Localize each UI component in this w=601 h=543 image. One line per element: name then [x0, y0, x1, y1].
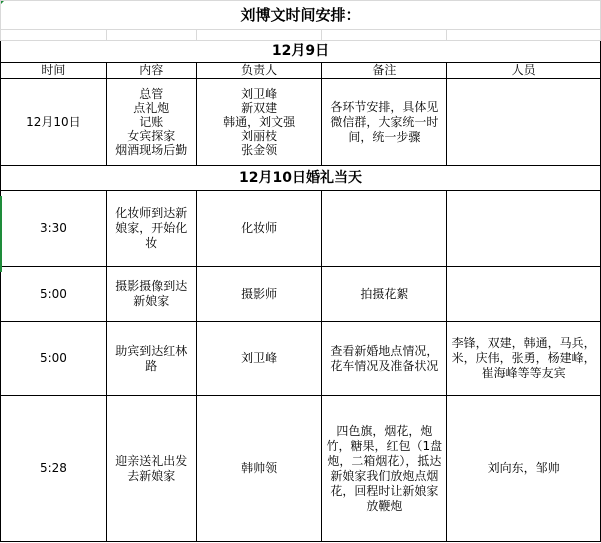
owner-item: 新双建: [241, 101, 278, 115]
row-content[interactable]: 化妆师到达新娘家，开始化妆: [106, 191, 196, 267]
section-heading-dec10: 12月10日婚礼当天: [1, 166, 601, 191]
row-owner[interactable]: 化妆师: [196, 191, 322, 267]
row1-time[interactable]: 12月10日: [1, 79, 107, 166]
row-note[interactable]: 四色旗，烟花，炮竹，糖果，红包（1盘炮，二箱烟花），抵达新娘家我们放炮点烟花，回程时让新娘家放鞭炮: [322, 396, 447, 542]
page-title: 刘博文时间安排：: [1, 1, 601, 30]
owner-item: 刘卫峰: [241, 87, 278, 101]
owner-item: 韩通，刘文强: [223, 115, 296, 129]
empty-cell[interactable]: [196, 30, 322, 41]
content-item: 记账: [139, 115, 164, 129]
row1-people[interactable]: [447, 79, 601, 166]
empty-cell[interactable]: [1, 30, 107, 41]
row1-note[interactable]: 各环节安排，具体见微信群，大家统一时间，统一步骤: [322, 79, 447, 166]
row-people[interactable]: [447, 191, 601, 267]
row-time[interactable]: 5:28: [1, 396, 107, 542]
empty-cell[interactable]: [322, 30, 447, 41]
row-note[interactable]: 拍摄花絮: [322, 267, 447, 322]
row-note[interactable]: [322, 191, 447, 267]
row-owner[interactable]: 韩帅领: [196, 396, 322, 542]
empty-cell[interactable]: [106, 30, 196, 41]
content-item: 点礼炮: [133, 101, 170, 115]
empty-cell[interactable]: [447, 30, 601, 41]
selection-edge: [0, 196, 2, 272]
row-content[interactable]: 助宾到达红林路: [106, 322, 196, 396]
owner-item: 张金领: [241, 143, 278, 157]
header-owner: 负责人: [196, 63, 322, 79]
row-time[interactable]: 3:30: [1, 191, 107, 267]
row-time[interactable]: 5:00: [1, 322, 107, 396]
content-item: 女宾探家: [127, 129, 176, 143]
row-time[interactable]: 5:00: [1, 267, 107, 322]
row-people[interactable]: [447, 267, 601, 322]
owner-item: 刘丽枝: [241, 129, 278, 143]
row-owner[interactable]: 摄影师: [196, 267, 322, 322]
section-heading-dec9: 12月9日: [1, 41, 601, 63]
row-content[interactable]: 摄影摄像到达新娘家: [106, 267, 196, 322]
header-time: 时间: [1, 63, 107, 79]
header-note: 备注: [322, 63, 447, 79]
row-note[interactable]: 查看新婚地点情况，花车情况及准备状况: [322, 322, 447, 396]
row-owner[interactable]: 刘卫峰: [196, 322, 322, 396]
row1-contents[interactable]: [106, 79, 196, 166]
content-item: 烟酒现场后勤: [115, 143, 188, 157]
row-content[interactable]: 迎亲送礼出发去新娘家: [106, 396, 196, 542]
row-people[interactable]: 刘向东，邹帅: [447, 396, 601, 542]
header-content: 内容: [106, 63, 196, 79]
header-people: 人员: [447, 63, 601, 79]
row-people[interactable]: 李锋，双建，韩通，马兵，米，庆伟，张勇，杨建峰，崔海峰等等友宾: [447, 322, 601, 396]
row1-owners[interactable]: [196, 79, 322, 166]
content-item: 总管: [139, 87, 164, 101]
